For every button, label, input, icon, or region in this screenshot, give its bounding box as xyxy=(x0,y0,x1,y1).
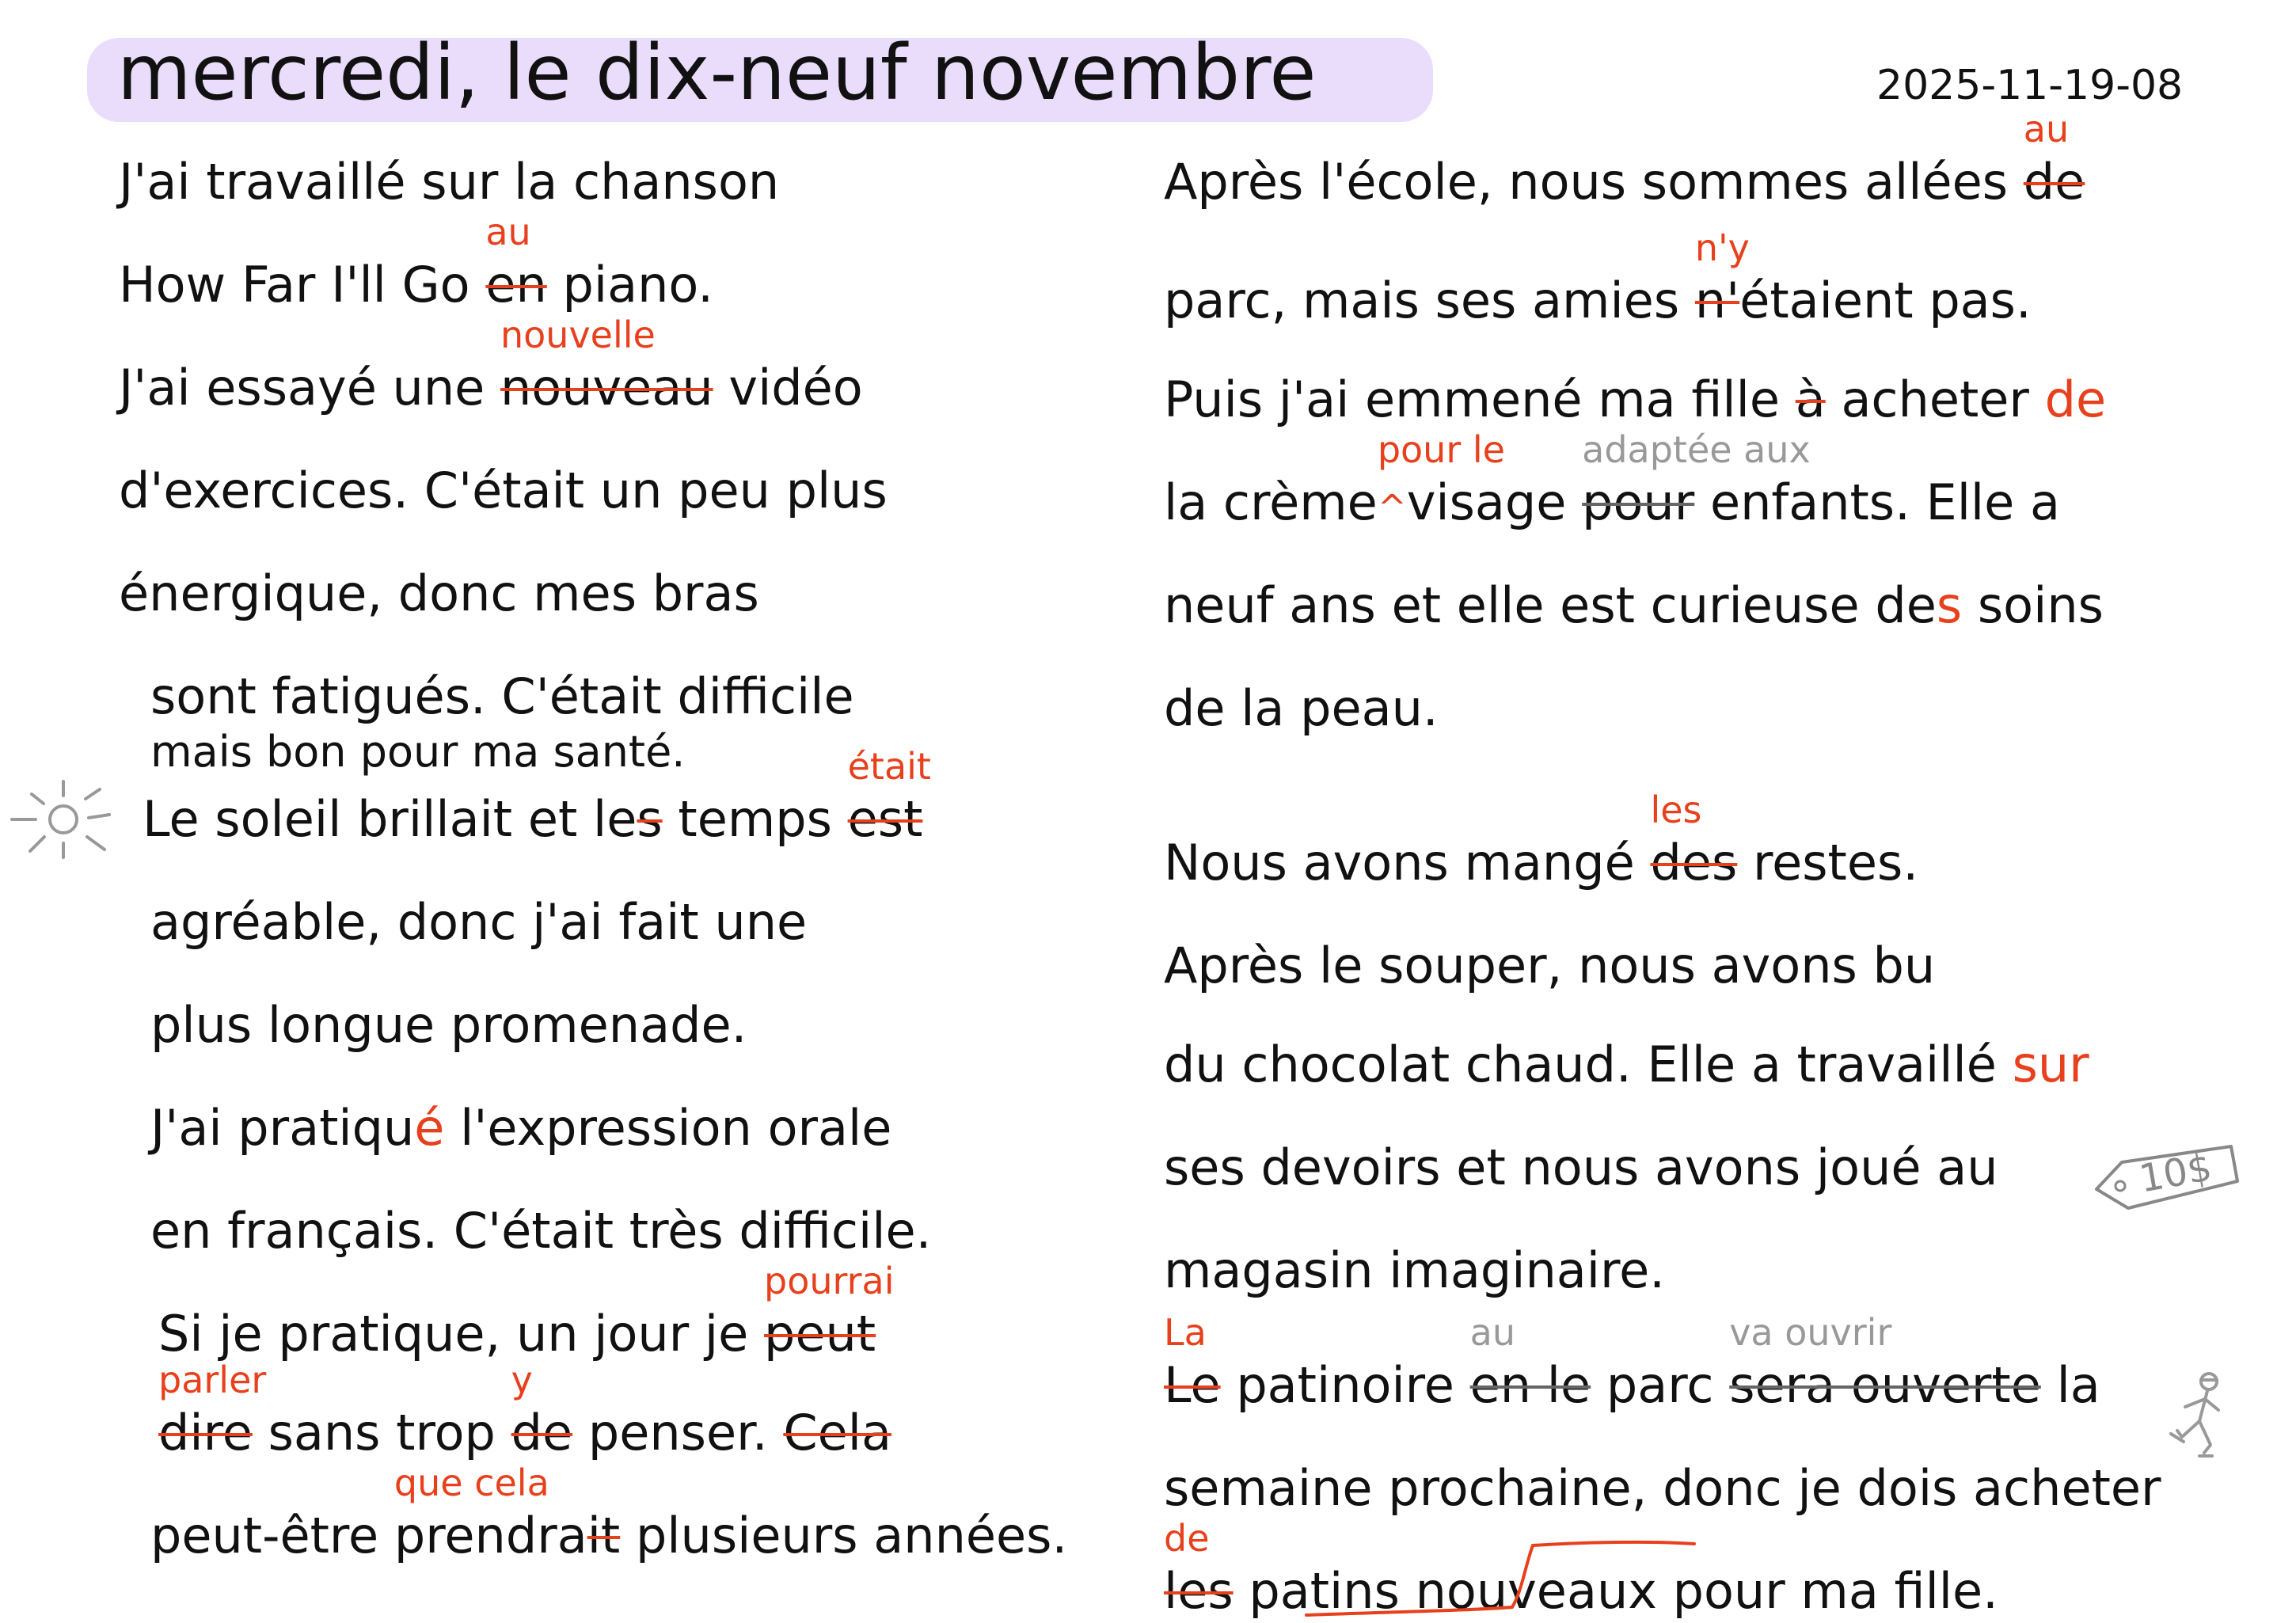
text-line: peut-être que cela prendrait plusieurs années. xyxy=(150,1461,1068,1564)
text-line: d'exercices. C'était un peu plus xyxy=(119,462,888,519)
correction: pourrai xyxy=(764,1260,895,1302)
text-line: ses devoirs et nous avons joué au xyxy=(1164,1138,1998,1196)
skater-icon xyxy=(2161,1366,2233,1469)
page-title: mercredi, le dix-neuf novembre xyxy=(117,29,1317,117)
text-line: How Far I'll Go au en piano. xyxy=(119,211,713,314)
text-line: agréable, donc j'ai fait une xyxy=(150,893,808,951)
text-line: parler dire sans trop y de penser. Cela xyxy=(158,1359,891,1461)
text-line: sont fatigués. C'était difficile xyxy=(150,667,854,725)
correction: nouvelle xyxy=(500,314,656,356)
correction: que cela xyxy=(393,1461,549,1504)
text-line: Nous avons mangé les des restes. xyxy=(1164,789,1919,891)
text-line: la crème pour le ^visage adaptée aux pour enfants. Elle a xyxy=(1164,428,2060,531)
text-line: Après l'école, nous sommes allées au de xyxy=(1164,108,2085,211)
correction: au xyxy=(2023,108,2070,150)
text-line: J'ai essayé une nouvelle nouveau vidéo xyxy=(119,314,863,416)
correction: était xyxy=(847,745,931,788)
price-tag-label: 10$ xyxy=(2135,1145,2215,1202)
text-line: Le soleil brillait et les temps était est xyxy=(143,745,931,848)
text-line: Si je pratique, un jour je pourrai peut xyxy=(158,1260,895,1363)
text-line: du chocolat chaud. Elle a travaillé sur xyxy=(1164,1036,2089,1093)
correction: La xyxy=(1164,1311,1207,1354)
text-line: plus longue promenade. xyxy=(150,996,747,1054)
correction: les xyxy=(1650,789,1702,831)
text-line: de les patins nouveaux pour ma fille. xyxy=(1164,1517,1998,1620)
price-tag xyxy=(2090,1140,2241,1211)
text-line: Après le souper, nous avons bu xyxy=(1164,937,1936,994)
swap-mark-icon xyxy=(1298,1536,1710,1623)
correction: adaptée aux xyxy=(1582,428,1811,471)
text-line: mais bon pour ma santé. xyxy=(150,727,686,777)
correction: de xyxy=(1164,1517,1210,1560)
text-line: La Le patinoire au en le parc va ouvrir sera ouverte la xyxy=(1164,1311,2100,1414)
text-line: de la peau. xyxy=(1164,679,1439,737)
correction: au xyxy=(485,211,531,253)
correction: y xyxy=(511,1359,533,1401)
correction: va ouvrir xyxy=(1729,1311,1892,1354)
text-line: Puis j'ai emmené ma fille à acheter de xyxy=(1164,371,2107,428)
entry-date: 2025-11-19-08 xyxy=(1876,62,2184,109)
text-line: parc, mais ses amies n'y n'étaient pas. xyxy=(1164,226,2032,329)
sun-icon xyxy=(0,772,119,875)
text-line: semaine prochaine, donc je dois acheter xyxy=(1164,1459,2161,1517)
correction: au xyxy=(1469,1311,1515,1354)
text-line: J'ai travaillé sur la chanson xyxy=(119,153,780,211)
text-line: en français. C'était très difficile. xyxy=(150,1202,932,1260)
text-line: J'ai pratiqué l'expression orale xyxy=(150,1099,892,1157)
correction: parler xyxy=(158,1359,267,1401)
text-line: énergique, donc mes bras xyxy=(119,564,759,622)
correction: pour le xyxy=(1377,428,1505,471)
text-line: neuf ans et elle est curieuse des soins xyxy=(1164,576,2104,634)
correction: n'y xyxy=(1694,226,1750,269)
text-line: magasin imaginaire. xyxy=(1164,1241,1665,1299)
